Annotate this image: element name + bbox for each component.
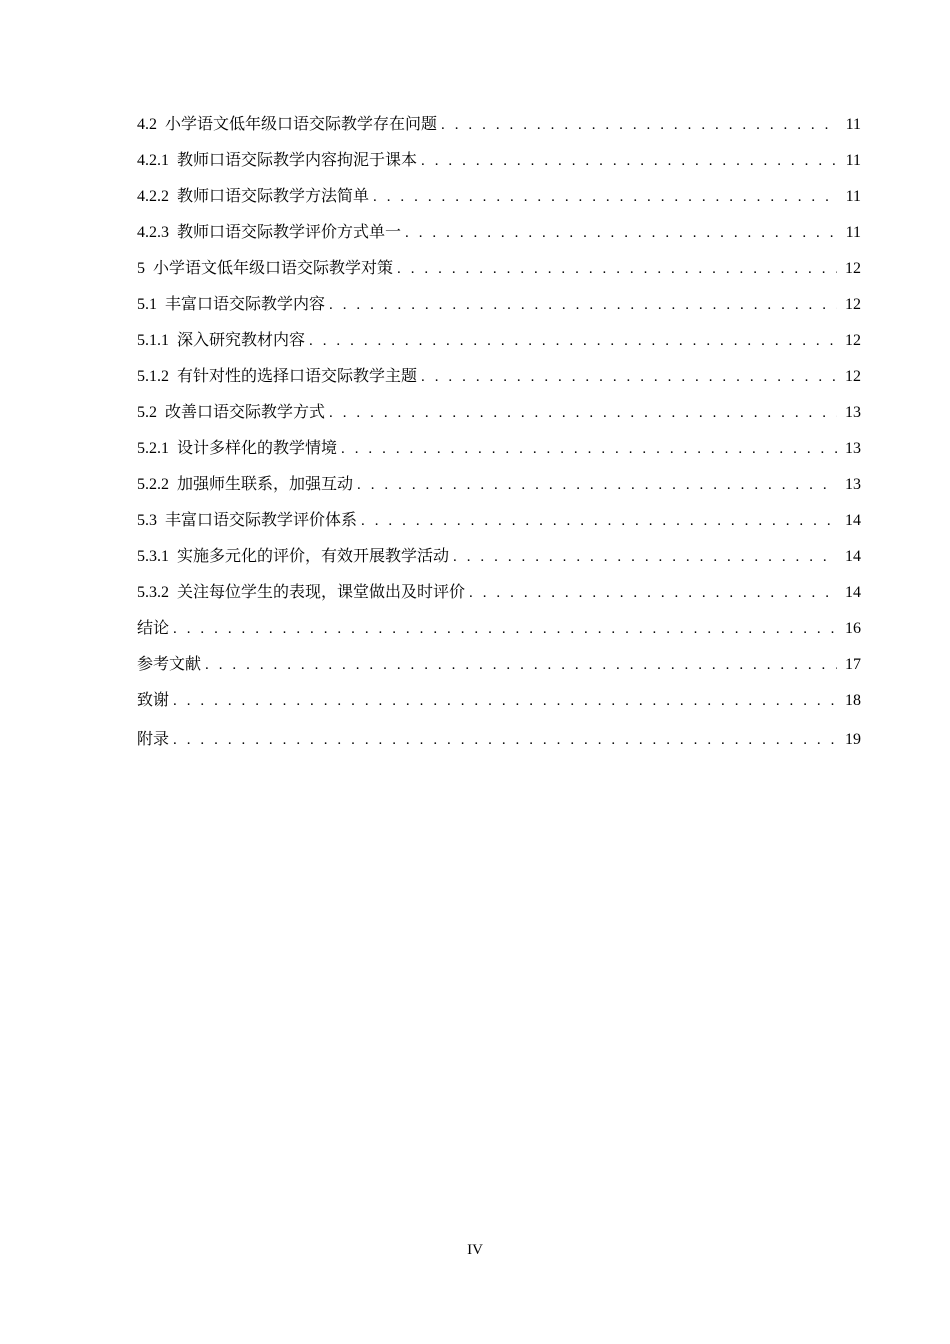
toc-entry-page: 12	[845, 368, 861, 385]
toc-entry-page: 11	[845, 152, 861, 169]
toc-dot-leader	[309, 327, 837, 355]
toc-entry-number: 5.3.2	[137, 584, 169, 601]
toc-entry-4-2-3[interactable]	[137, 218, 861, 254]
toc-entry-number: 5.1.1	[137, 332, 169, 349]
toc-entry-title: 小学语文低年级口语交际教学对策	[153, 258, 394, 277]
toc-entry-5-1-2[interactable]	[137, 362, 861, 398]
toc-entry-title: 加强师生联系，加强互动	[177, 474, 354, 493]
toc-entry-title: 致谢	[137, 690, 170, 709]
toc-entry-5-1[interactable]	[137, 290, 861, 326]
toc-entry-4-2-2[interactable]	[137, 182, 861, 218]
toc-entry-title: 改善口语交际教学方式	[165, 402, 326, 421]
toc-entry-page: 17	[845, 656, 861, 673]
toc-entry-page: 11	[845, 116, 861, 133]
toc-dot-leader	[173, 687, 837, 715]
toc-entry-title: 附录	[137, 729, 170, 748]
toc-entry-number: 4.2.3	[137, 224, 169, 241]
toc-dot-leader	[329, 399, 837, 427]
toc-entry-title: 设计多样化的教学情境	[177, 438, 338, 457]
toc-entry-page: 16	[845, 620, 861, 637]
toc-dot-leader	[421, 147, 837, 175]
toc-entry-number: 4.2.1	[137, 152, 169, 169]
toc-entry-title: 丰富口语交际教学评价体系	[165, 510, 358, 529]
toc-entry-page: 14	[845, 548, 861, 565]
toc-entry-number: 5.1.2	[137, 368, 169, 385]
toc-entry-title: 教师口语交际教学方法简单	[177, 186, 370, 205]
toc-entry-page: 14	[845, 584, 861, 601]
toc-dot-leader	[173, 723, 837, 757]
table-of-contents	[137, 110, 861, 762]
toc-dot-leader	[453, 543, 837, 571]
toc-entry-conclusion[interactable]	[137, 614, 861, 650]
toc-entry-title: 关注每位学生的表现，课堂做出及时评价	[177, 582, 466, 601]
toc-entry-4-2[interactable]	[137, 110, 861, 146]
toc-entry-5-1-1[interactable]	[137, 326, 861, 362]
toc-dot-leader	[205, 651, 837, 679]
toc-dot-leader	[173, 615, 837, 643]
toc-dot-leader	[341, 435, 837, 463]
toc-entry-page: 13	[845, 476, 861, 493]
toc-entry-number: 4.2.2	[137, 188, 169, 205]
toc-entry-page: 12	[845, 332, 861, 349]
toc-entry-page: 12	[845, 296, 861, 313]
toc-dot-leader	[329, 291, 837, 319]
toc-dot-leader	[441, 111, 837, 139]
toc-entry-5-3-1[interactable]	[137, 542, 861, 578]
toc-entry-page: 11	[845, 188, 861, 205]
toc-entry-page: 13	[845, 440, 861, 457]
toc-entry-page: 13	[845, 404, 861, 421]
toc-entry-page: 19	[845, 731, 861, 748]
toc-dot-leader	[469, 579, 837, 607]
toc-dot-leader	[421, 363, 837, 391]
page-number: IV	[467, 1242, 483, 1258]
toc-entry-page: 12	[845, 260, 861, 277]
toc-entry-title: 教师口语交际教学评价方式单一	[177, 222, 402, 241]
toc-entry-acknowledgements[interactable]	[137, 686, 861, 722]
toc-entry-number: 4.2	[137, 116, 157, 133]
toc-entry-number: 5.3.1	[137, 548, 169, 565]
toc-entry-number: 5.2	[137, 404, 157, 421]
toc-dot-leader	[373, 183, 837, 211]
toc-entry-4-2-1[interactable]	[137, 146, 861, 182]
toc-entry-number: 5	[137, 260, 145, 277]
toc-entry-title: 结论	[137, 618, 170, 637]
toc-entry-5-3-2[interactable]	[137, 578, 861, 614]
toc-entry-title: 丰富口语交际教学内容	[165, 294, 326, 313]
toc-entry-title: 深入研究教材内容	[177, 330, 306, 349]
toc-entry-page: 18	[845, 692, 861, 709]
toc-entry-number: 5.2.2	[137, 476, 169, 493]
toc-entry-5-3[interactable]	[137, 506, 861, 542]
toc-dot-leader	[361, 507, 837, 535]
toc-entry-appendix[interactable]	[137, 722, 861, 762]
toc-entry-title: 教师口语交际教学内容拘泥于课本	[177, 150, 418, 169]
toc-entry-number: 5.3	[137, 512, 157, 529]
toc-dot-leader	[405, 219, 837, 247]
toc-dot-leader	[397, 255, 837, 283]
toc-entry-5-2[interactable]	[137, 398, 861, 434]
toc-entry-title: 有针对性的选择口语交际教学主题	[177, 366, 418, 385]
toc-entry-5-2-1[interactable]	[137, 434, 861, 470]
toc-entry-number: 5.2.1	[137, 440, 169, 457]
toc-entry-references[interactable]	[137, 650, 861, 686]
toc-entry-title: 小学语文低年级口语交际教学存在问题	[165, 114, 438, 133]
toc-entry-5[interactable]	[137, 254, 861, 290]
toc-entry-number: 5.1	[137, 296, 157, 313]
toc-dot-leader	[357, 471, 837, 499]
toc-entry-page: 11	[845, 224, 861, 241]
toc-entry-5-2-2[interactable]	[137, 470, 861, 506]
toc-entry-title: 参考文献	[137, 654, 202, 673]
toc-entry-page: 14	[845, 512, 861, 529]
toc-entry-title: 实施多元化的评价，有效开展教学活动	[177, 546, 450, 565]
